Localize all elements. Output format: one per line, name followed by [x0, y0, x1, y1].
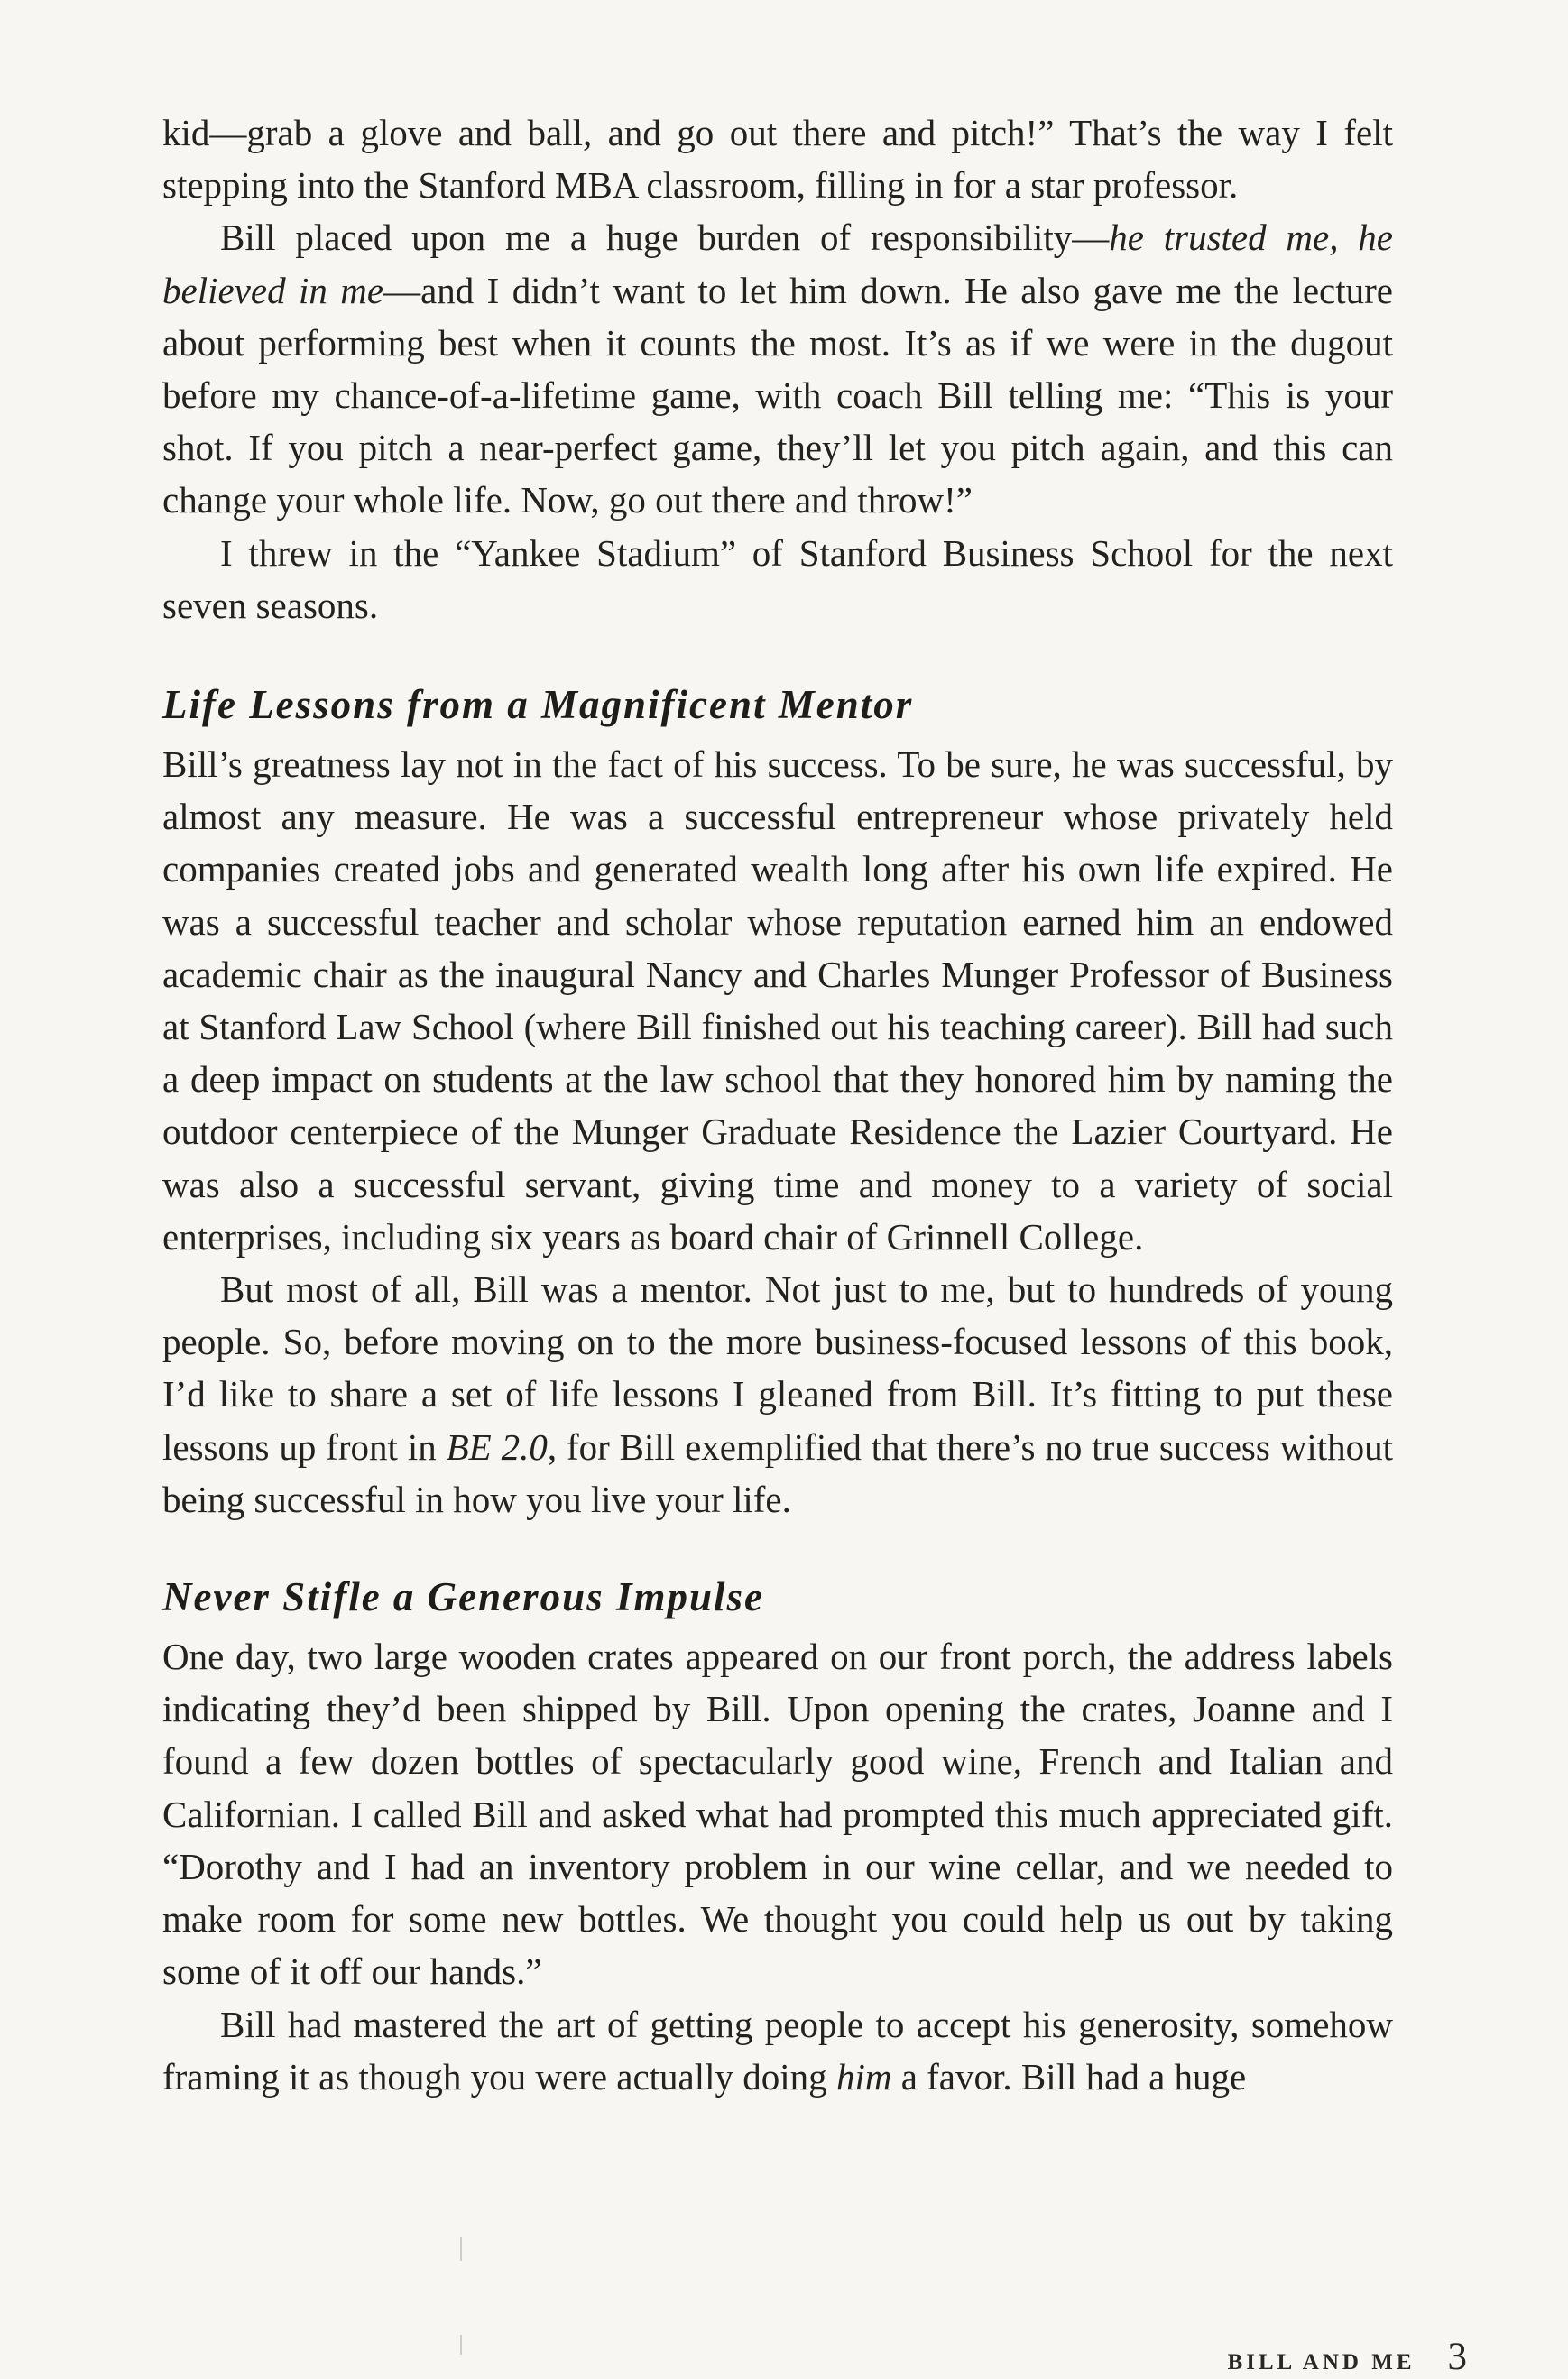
text-run: Bill had mastered the art of getting people to accept his generosity, somehow framing it as though you were actually doing — [162, 2003, 1393, 2098]
text-run: Bill placed upon me a huge burden of responsibility— — [220, 217, 1110, 259]
scan-artifact-mark — [460, 2335, 462, 2355]
text-run: , for Bill exemplified that there’s no true success without being successful in how you live your life. — [162, 1425, 1393, 1520]
paragraph-generosity — [162, 1998, 1393, 2103]
running-head: BILL AND ME — [1227, 2350, 1416, 2374]
text-run: —and I didn’t want to let him down. He also gave me the lecture about performing best when it counts the most. It’s as if we were in the dugout before my chance-of-a-lifetime game, with coach Bill telling me: “This is your shot. If you pitch a near-perfect game, they’ll let you pitch again, and this can change your whole life. Now, go out there and throw!” — [162, 269, 1393, 521]
italic-book-title: BE 2.0 — [446, 1425, 548, 1468]
paragraph-yankee-stadium: I threw in the “Yankee Stadium” of Stanford Business School for the next seven seasons. — [162, 531, 1393, 626]
scan-artifact-mark — [460, 2237, 462, 2261]
paragraph-burden — [162, 211, 1393, 526]
italic-emphasis: he trusted me, he believed in me — [162, 217, 1393, 311]
paragraph-mentor — [162, 1263, 1393, 1526]
text-run: a favor. Bill had a huge — [891, 2055, 1247, 2098]
italic-emphasis: him — [835, 2055, 892, 2098]
paragraph-greatness: Bill’s greatness lay not in the fact of his success. To be sure, he was successful, by almost any measure. He was a successful entrepreneur whose privately held companies created jobs and generated wealth long after his own life expired. He was a successful teacher and scholar whose reputation earned him an endowed academic chair as the inaugural Nancy and Charles Munger Professor of Business at Stanford Law School (where Bill finished out his teaching career). Bill had such a deep impact on students at the law school that they honored him by naming the outdoor centerpiece of the Munger Graduate Residence the Lazier Courtyard. He was also a successful servant, giving time and money to a variety of social enterprises, including six years as board chair of Grinnell College. — [162, 743, 1393, 1258]
page-number: 3 — [1447, 2336, 1467, 2378]
book-page — [162, 106, 1393, 2103]
text-run: But most of all, Bill was a mentor. Not just to me, but to hundreds of young people. So, before moving on to the more business-focused lessons of this book, I’d like to share a set of life lessons I gleaned from Bill. It’s fitting to put these lessons up front in — [162, 1268, 1393, 1468]
section-heading-life-lessons: Life Lessons from a Magnificent Mentor — [162, 682, 914, 728]
page-footer — [1228, 2335, 1467, 2379]
paragraph-continuation: kid—grab a glove and ball, and go out there and pitch!” That’s the way I felt stepping into the Stanford MBA classroom, filling in for a star professor. — [162, 112, 1393, 207]
paragraph-wine-crates: One day, two large wooden crates appeared on our front porch, the address labels indicating they’d been shipped by Bill. Upon opening the crates, Joanne and I found a few dozen bottles of spectacularly good wine, French and Italian and Californian. I called Bill and asked what had prompted this much appreciated gift. “Dorothy and I had an inventory problem in our wine cellar, and we needed to make room for some new bottles. We thought you could help us out by taking some of it off our hands.” — [162, 1636, 1393, 1993]
section-heading-generous-impulse: Never Stifle a Generous Impulse — [162, 1574, 764, 1620]
